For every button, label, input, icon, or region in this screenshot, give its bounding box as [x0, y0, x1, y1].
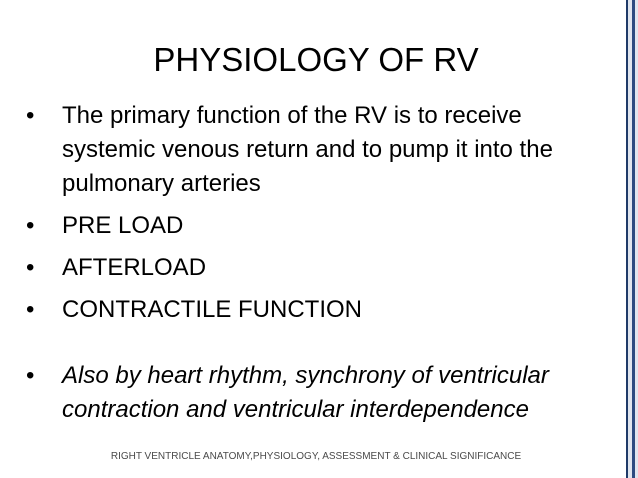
bullet-marker-icon: •: [26, 102, 35, 129]
bullet-item-primary-function: [24, 99, 614, 201]
bullet-text: PRE LOAD: [62, 212, 184, 239]
slide-title: PHYSIOLOGY OF RV: [153, 41, 479, 78]
slide-edge-accent: [626, 0, 638, 478]
bullet-item-contractile-function: [24, 293, 614, 327]
bullet-item-also-by-heart-rhythm: [24, 359, 614, 427]
slide-footer: RIGHT VENTRICLE ANATOMY,PHYSIOLOGY, ASSESSMENT & CLINICAL SIGNIFICANCE: [110, 451, 522, 462]
bullet-marker-icon: •: [26, 362, 35, 389]
bullet-text: The primary function of the RV is to receive systemic venous return and to pump it into the pulmonary arteries: [62, 102, 553, 197]
bullet-item-preload: [24, 209, 614, 243]
bullet-marker-icon: •: [26, 296, 35, 323]
bullet-text: Also by heart rhythm, synchrony of ventricular contraction and ventricular interdependence: [62, 362, 549, 423]
bullet-marker-icon: •: [26, 212, 35, 239]
bullet-text: CONTRACTILE FUNCTION: [62, 296, 362, 323]
bullet-text: AFTERLOAD: [62, 254, 207, 281]
bullet-marker-icon: •: [26, 254, 35, 281]
bullet-list: [24, 99, 614, 435]
bullet-item-afterload: [24, 251, 614, 285]
